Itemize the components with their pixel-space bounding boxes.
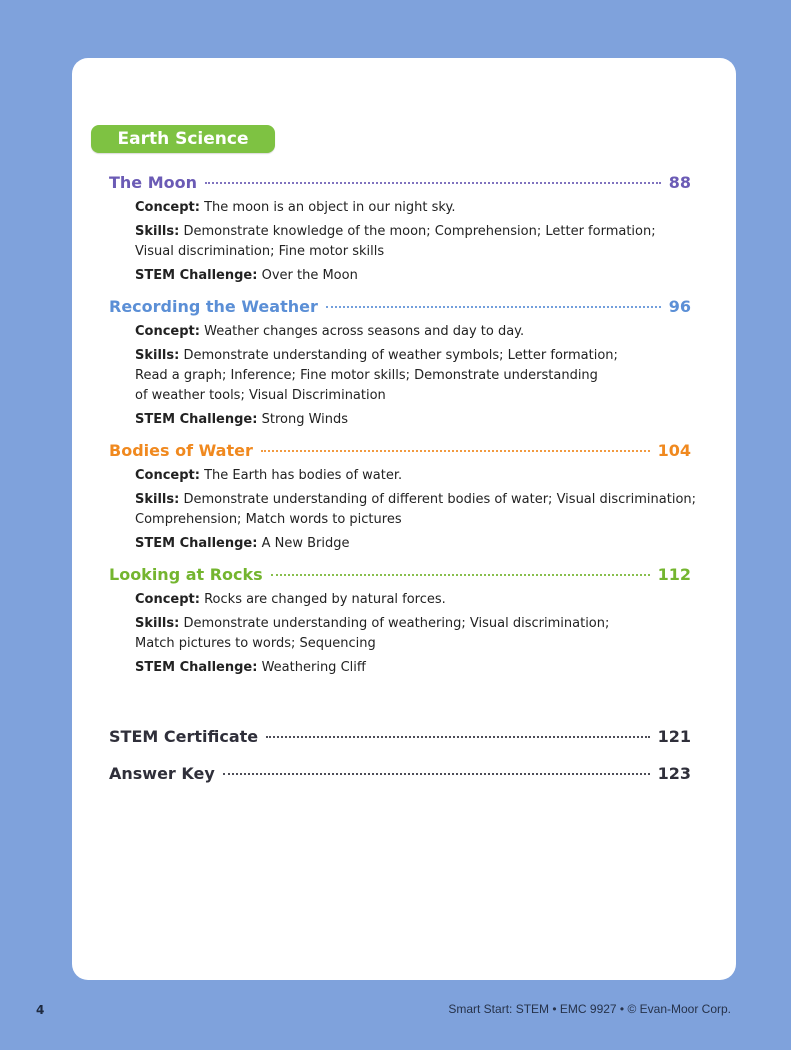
skills-line-continued: Match pictures to words; Sequencing [135, 636, 376, 651]
skills-line: Skills: Demonstrate understanding of weathering; Visual discrimination; [135, 616, 610, 631]
concept-line: Concept: The Earth has bodies of water. [135, 468, 403, 483]
toc-entry-looking-at-rocks[interactable] [109, 565, 691, 587]
skills-line-continued: Visual discrimination; Fine motor skills [135, 244, 385, 259]
toc-entry-page: 88 [668, 173, 691, 192]
toc-entry-stem-certificate[interactable] [109, 727, 691, 749]
skills-line: Skills: Demonstrate knowledge of the moon; Comprehension; Letter formation; [135, 224, 656, 239]
stem-challenge-line: STEM Challenge: Strong Winds [135, 412, 349, 427]
page-number: 4 [36, 1003, 45, 1017]
toc-entry-title: STEM Certificate [109, 727, 259, 746]
toc-entry-details-bodies-of-water [135, 466, 697, 554]
stem-challenge-line: STEM Challenge: Over the Moon [135, 268, 358, 283]
toc-entry-answer-key[interactable] [109, 764, 691, 786]
toc-entry-page: 123 [657, 764, 691, 783]
skills-line-continued: Comprehension; Match words to pictures [135, 512, 402, 527]
section-banner-earth-science: Earth Science [91, 125, 275, 153]
stem-challenge-line: STEM Challenge: A New Bridge [135, 536, 350, 551]
toc-entry-the-moon[interactable] [109, 173, 691, 195]
toc-entry-page: 104 [657, 441, 691, 460]
toc-entry-title: Bodies of Water [109, 441, 253, 460]
dot-leader [271, 574, 650, 576]
toc-entry-bodies-of-water[interactable] [109, 441, 691, 463]
dot-leader [223, 773, 650, 775]
concept-line: Concept: Rocks are changed by natural forces. [135, 592, 446, 607]
toc-entry-page: 96 [668, 297, 691, 316]
toc-entry-title: Looking at Rocks [109, 565, 263, 584]
skills-line: Skills: Demonstrate understanding of weather symbols; Letter formation; [135, 348, 618, 363]
toc-entry-details-recording-the-weather [135, 322, 675, 430]
dot-leader [205, 182, 661, 184]
toc-entry-recording-the-weather[interactable] [109, 297, 691, 319]
skills-line: Skills: Demonstrate understanding of different bodies of water; Visual discrimination; [135, 492, 697, 507]
dot-leader [266, 736, 649, 738]
toc-entry-title: The Moon [109, 173, 198, 192]
footer-credit: Smart Start: STEM • EMC 9927 • © Evan-Moor Corp. [448, 1002, 731, 1016]
stem-challenge-line: STEM Challenge: Weathering Cliff [135, 660, 366, 675]
dot-leader [261, 450, 650, 452]
toc-entry-page: 121 [657, 727, 691, 746]
toc-entry-details-looking-at-rocks [135, 590, 675, 678]
skills-line-continued: Read a graph; Inference; Fine motor skills; Demonstrate understanding [135, 368, 598, 383]
concept-line: Concept: The moon is an object in our night sky. [135, 200, 456, 215]
toc-entry-title: Recording the Weather [109, 297, 318, 316]
skills-line-continued: of weather tools; Visual Discrimination [135, 388, 386, 403]
dot-leader [326, 306, 661, 308]
toc-entry-page: 112 [657, 565, 691, 584]
concept-line: Concept: Weather changes across seasons and day to day. [135, 324, 525, 339]
toc-entry-details-the-moon [135, 198, 675, 286]
toc-entry-title: Answer Key [109, 764, 215, 783]
